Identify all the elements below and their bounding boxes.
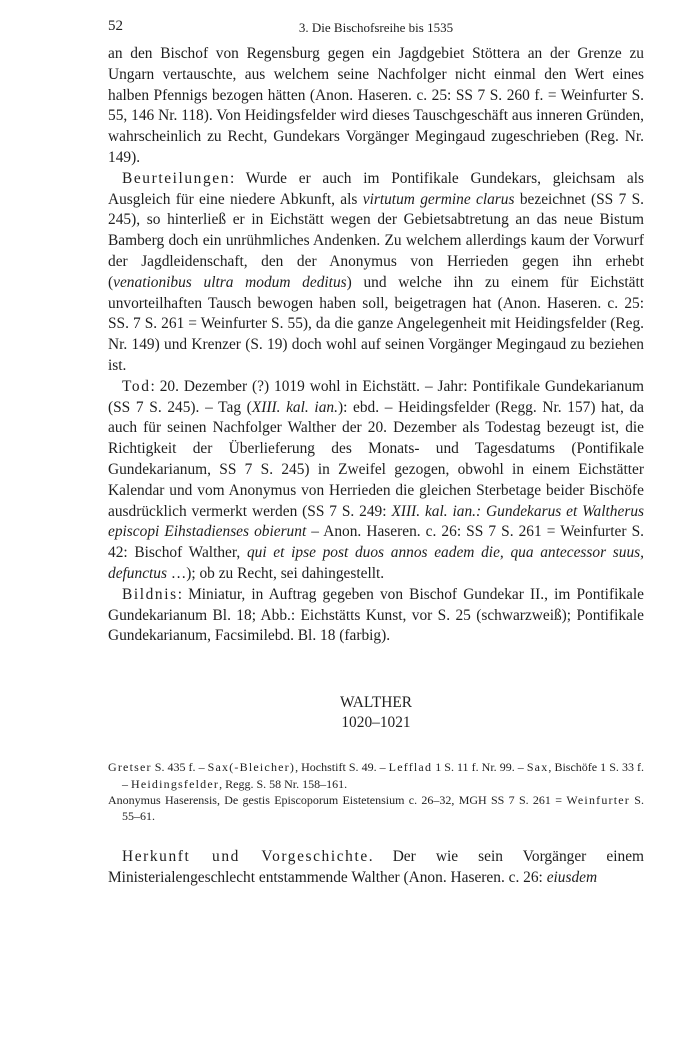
text-run: , Regg. S. 58 Nr. 158–161. bbox=[219, 776, 348, 791]
latin-quote: eiusdem bbox=[546, 868, 598, 886]
bibliography-item bbox=[108, 792, 644, 825]
text-run: – Anon. Haseren. c. 26: SS 7 S. 261 = Weinfurter S. 42: Bischof Walther, bbox=[108, 523, 644, 562]
paragraph-assessment bbox=[108, 169, 644, 377]
text-run: . Der wie sein Vorgänger einem Ministerialengeschlecht entstammende Walther (Anon. Haseren. c. 26: bbox=[108, 847, 644, 886]
bibliography-item bbox=[108, 759, 644, 792]
author-name: Lefflad bbox=[388, 760, 433, 775]
text-run: : 20. Dezember (?) 1019 wohl in Eichstätt. – Jahr: Pontifikale Gundekarianum (SS 7 S. 245). – Tag ( bbox=[108, 377, 644, 416]
text-run: , Hochstift S. 49. – bbox=[295, 760, 389, 775]
author-name: Gretser bbox=[108, 760, 152, 775]
author-name: Heidingsfelder bbox=[131, 776, 220, 791]
bishop-name: WALTHER bbox=[339, 694, 413, 712]
section-label-portrait: Bildnis bbox=[122, 585, 178, 603]
text-run: ): ebd. – Heidingsfelder (Regg. Nr. 157) hat, da auch für seinen Nachfolger Walther der 20. Dezember als Todestag bezeugt ist, die Richtigkeit der Überlieferung des Monats- und Tagesdatums (Pontifikale Gundekarianum, SS 7 S. 245) in Zweifel gezogen, obwohl in einem Eichstätter Kalendar und vom Anonymus von Herrieden die gleichen Sterbetage beider Bischöfe ausdrücklich vermerkt werden (SS 7 S. 249: bbox=[108, 398, 644, 520]
text-run: : Miniatur, in Auftrag gegeben von Bischof Gundekar II., im Pontifikale Gundekarianum Bl. 18; Abb.: Eichstätts Kunst, vor S. 25 (schwarzweiß); Pontifikale Gundekarianum, Facsimilebd. Bl. 18 (farbig). bbox=[108, 585, 644, 645]
author-name: Weinfurter bbox=[566, 792, 630, 807]
text-run: , Bischöfe 1 S. 33 f. – bbox=[122, 760, 644, 791]
body-text bbox=[108, 44, 644, 647]
latin-quote: XIII. kal. ian.: Gundekarus et Waltherus episcopi Eihstadienses obierunt bbox=[108, 502, 644, 541]
latin-quote: XIII. kal. ian. bbox=[251, 398, 338, 416]
paragraph-portrait bbox=[108, 585, 644, 647]
bishop-years: 1020–1021 bbox=[341, 714, 411, 732]
text-run: …); ob zu Recht, sei dahingestellt. bbox=[167, 564, 385, 582]
latin-quote: venationibus ultra modum deditus bbox=[113, 273, 347, 291]
section-label-origin: Herkunft und Vorgeschichte bbox=[122, 847, 369, 865]
page-number: 52 bbox=[108, 18, 123, 34]
text-run: ) und welche ihn zu einem für Eichstätt unvorteilhaften Tausch bewogen haben soll, beigetragen hat (Anon. Haseren. c. 25: SS. 7 S. 261 = Weinfurter S. 55), da die ganze Angelegenheit mit Heidingsfelder (Reg. Nr. 149) und Krenzer (S. 19) doch wohl auf seinen Vorgänger Megingaud zu beziehen ist. bbox=[108, 273, 644, 374]
text-run: bezeichnet (SS 7 S. 245), so hinterließ er in Eichstätt wegen der Gebietsabtretung an das neue Bistum Bamberg doch ein unrühmliches Andenken. Zu welchem allerdings kaum der Vorwurf der Jagdleidenschaft, den der Anonymus von Herrieden gegen ihn erhebt ( bbox=[108, 190, 645, 291]
paragraph-death bbox=[108, 377, 644, 585]
document-page bbox=[108, 18, 644, 888]
section-label-assessment: Beurteilungen bbox=[122, 169, 230, 187]
text-run: S. 435 f. – bbox=[151, 760, 208, 775]
latin-quote: qui et ipse post duos annos eadem die, qua antecessor suus, defunctus bbox=[108, 544, 644, 582]
author-name: Sax bbox=[526, 760, 549, 775]
bibliography bbox=[108, 759, 644, 825]
paragraph-exchange bbox=[108, 44, 644, 169]
body-text-continued bbox=[108, 847, 644, 889]
author-name: Sax(-Bleicher) bbox=[207, 760, 296, 775]
text-run: 1 S. 11 f. Nr. 99. – bbox=[432, 760, 527, 775]
paragraph-origin bbox=[108, 847, 644, 889]
text-run: : Wurde er auch im Pontifikale Gundekars, gleichsam als Ausgleich für eine niedere Abkunft, als bbox=[108, 169, 644, 208]
running-title: 3. Die Bischofsreihe bis 1535 bbox=[298, 20, 454, 35]
section-label-death: Tod bbox=[122, 377, 151, 395]
page-header bbox=[108, 18, 644, 44]
text-run: S. 55–61. bbox=[122, 792, 644, 824]
text-run: Anonymus Haserensis, De gestis Episcoporum Eistetensium c. 26–32, MGH SS 7 S. 261 = bbox=[108, 792, 567, 807]
paragraph-text: an den Bischof von Regensburg gegen ein Jagdgebiet Stöttera an der Grenze zu Ungarn vertauschte, aus welchem seine Nachfolger nicht einmal den Wert eines halben Pfennigs bezogen hätten (Anon. Haseren. c. 25: SS 7 S. 260 f. = Weinfurter S. 55, 146 Nr. 118). Von Heidingsfelder wird dieses Tauschgeschäft aus inneren Gründen, wahrscheinlich zu Recht, Gundekars Vorgänger Megingaud zugeschrieben (Reg. Nr. 149). bbox=[108, 45, 644, 166]
bishop-entry-heading bbox=[108, 693, 644, 733]
latin-quote: virtutum germine clarus bbox=[362, 190, 515, 208]
